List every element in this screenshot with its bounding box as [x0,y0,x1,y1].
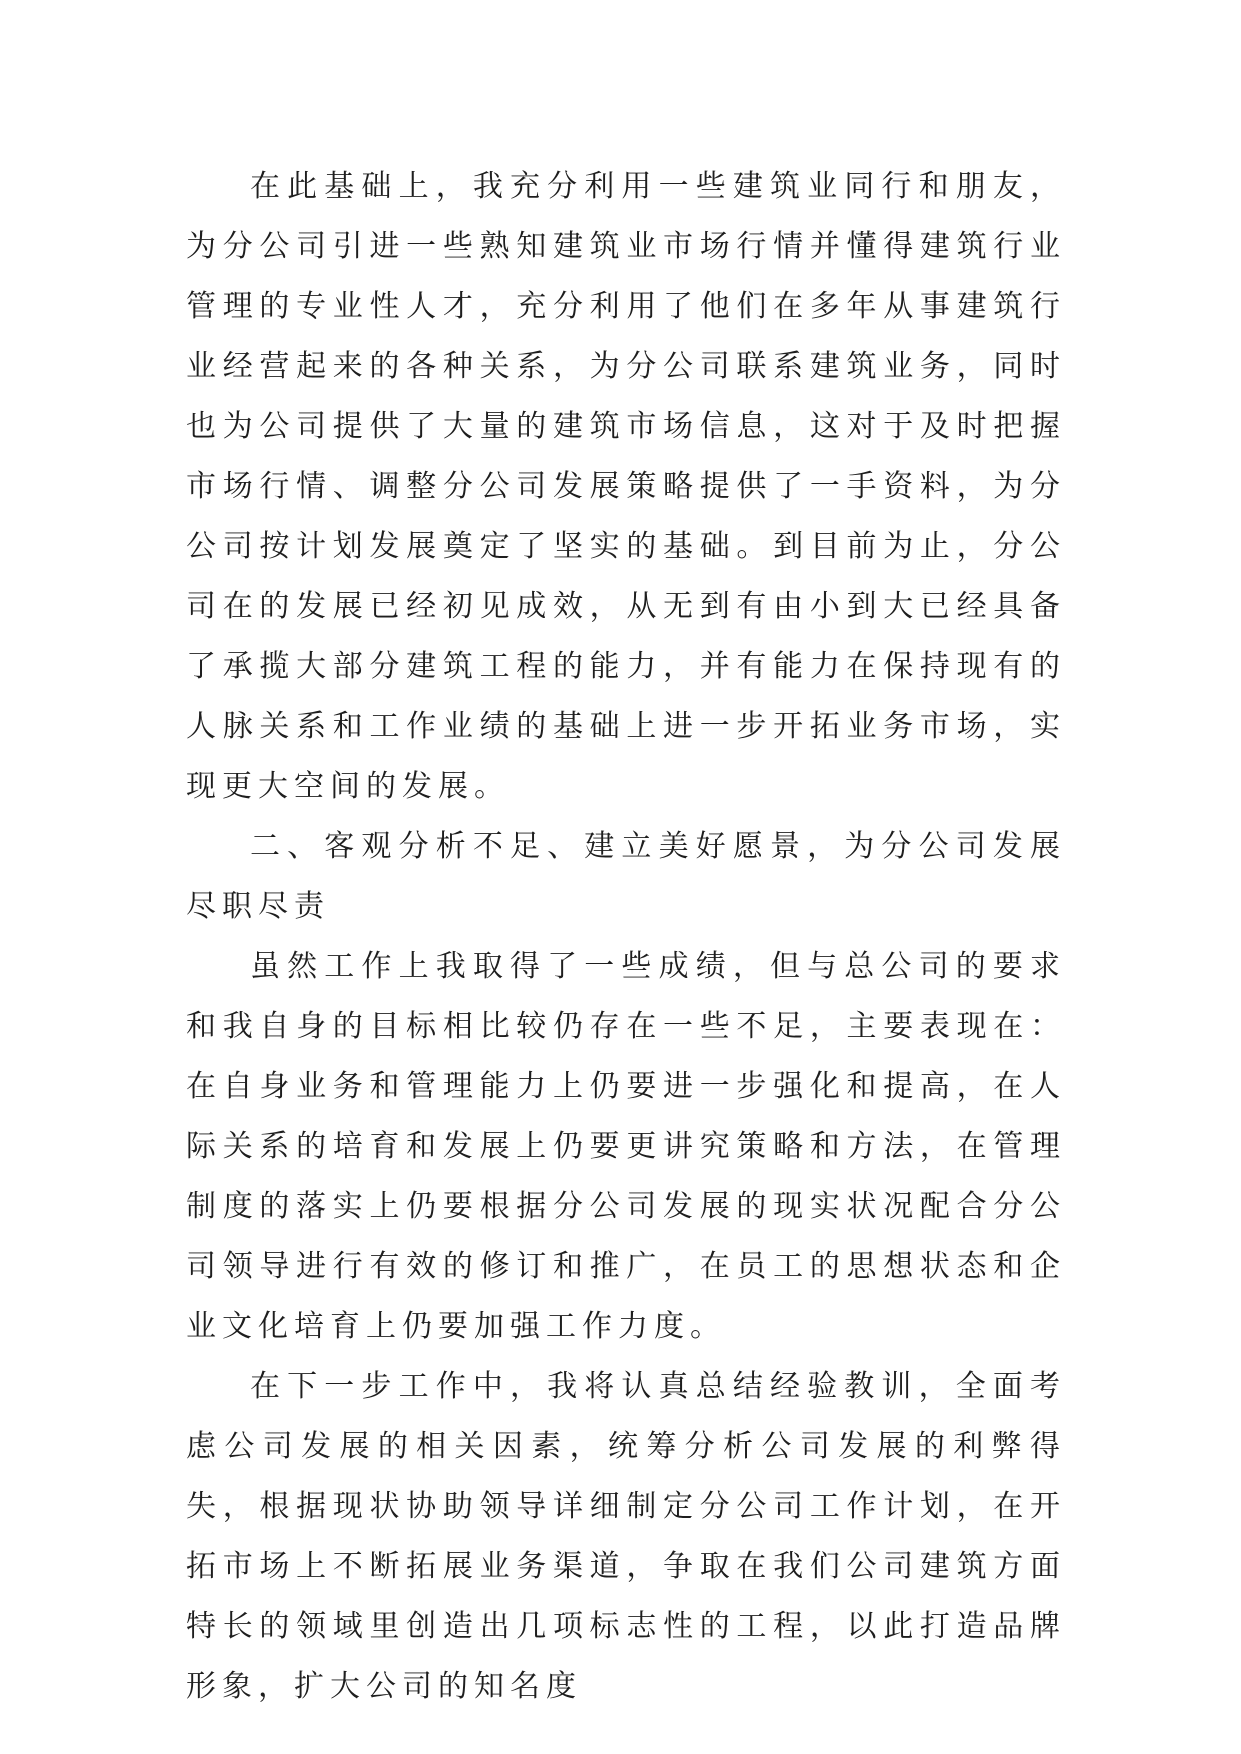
paragraph-shortcomings: 虽然工作上我取得了一些成绩，但与总公司的要求和我自身的目标相比较仍存在一些不足，主要表现在：在自身业务和管理能力上仍要进一步强化和提高，在人际关系的培育和发展上仍要更讲究策略和方法，在管理制度的落实上仍要根据分公司发展的现实状况配合分公司领导进行有效的修订和推广，在员工的思想状态和企业文化培育上仍要加强工作力度。 [186,949,1066,1344]
document-body [186,157,1066,1717]
paragraph-market-expansion: 在此基础上，我充分利用一些建筑业同行和朋友，为分公司引进一些熟知建筑业市场行情并懂得建筑行业管理的专业性人才，充分利用了他们在多年从事建筑行业经营起来的各种关系，为分公司联系建筑业务，同时也为公司提供了大量的建筑市场信息，这对于及时把握市场行情、调整分公司发展策略提供了一手资料，为分公司按计划发展奠定了坚实的基础。到目前为止，分公司在的发展已经初见成效，从无到有由小到大已经具备了承揽大部分建筑工程的能力，并有能力在保持现有的人脉关系和工作业绩的基础上进一步开拓业务市场，实现更大空间的发展。 [186,169,1066,804]
paragraph-next-steps: 在下一步工作中，我将认真总结经验教训，全面考虑公司发展的相关因素，统筹分析公司发展的利弊得失，根据现状协助领导详细制定分公司工作计划，在开拓市场上不断拓展业务渠道，争取在我们公司建筑方面特长的领域里创造出几项标志性的工程，以此打造品牌形象，扩大公司的知名度 [186,1369,1066,1704]
section-heading-two: 二、客观分析不足、建立美好愿景，为分公司发展尽职尽责 [186,829,1066,924]
